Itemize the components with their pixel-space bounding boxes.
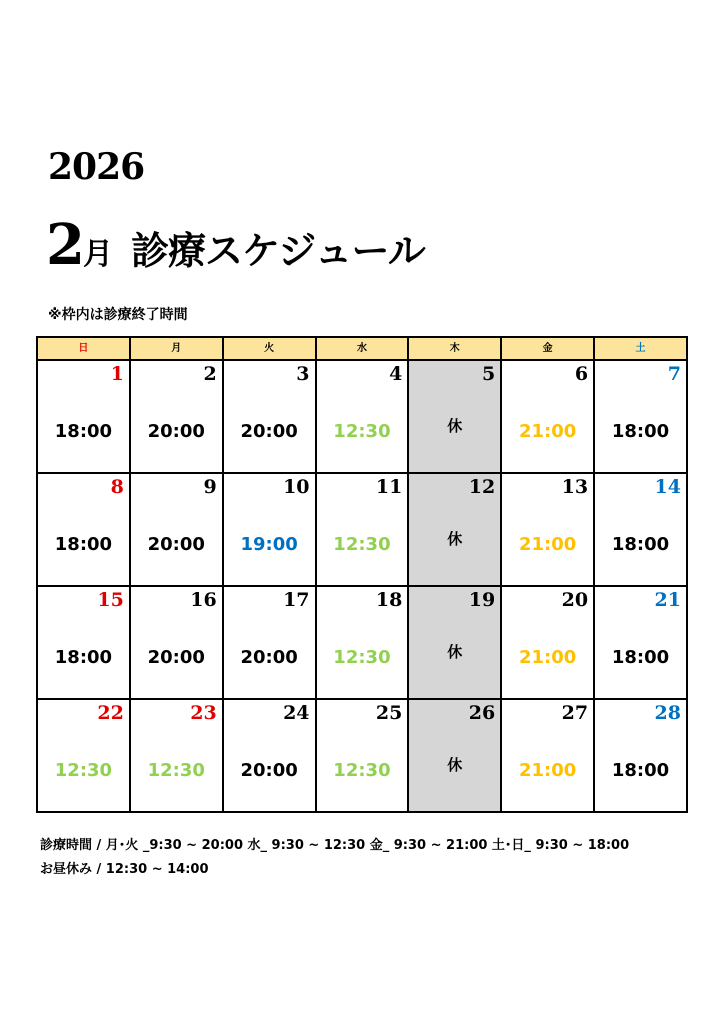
end-time: 21:00 bbox=[518, 647, 577, 668]
calendar-day-cell bbox=[316, 473, 409, 586]
end-time: 21:00 bbox=[518, 760, 577, 781]
day-number: 19 bbox=[468, 589, 496, 611]
end-time: 20:00 bbox=[147, 647, 205, 668]
schedule-heading: 診療スケジュール bbox=[130, 228, 425, 273]
end-time: 18:00 bbox=[54, 421, 113, 442]
day-number: 22 bbox=[97, 702, 124, 724]
day-number: 15 bbox=[97, 589, 124, 611]
footer-info bbox=[40, 834, 629, 882]
day-number: 27 bbox=[561, 702, 589, 724]
end-time: 20:00 bbox=[240, 760, 298, 781]
calendar-week-row bbox=[37, 699, 687, 812]
end-time: 21:00 bbox=[518, 421, 577, 442]
calendar-day-cell bbox=[37, 360, 130, 473]
day-number: 21 bbox=[654, 589, 681, 611]
weekday-header-sun: 日 bbox=[37, 337, 130, 360]
note-text: ※枠内は診療終了時間 bbox=[48, 307, 188, 323]
day-number: 20 bbox=[561, 589, 589, 611]
calendar-day-cell bbox=[594, 473, 687, 586]
calendar-table bbox=[36, 336, 688, 813]
end-time: 18:00 bbox=[611, 647, 670, 668]
calendar-day-cell bbox=[501, 586, 594, 699]
calendar-week-row bbox=[37, 586, 687, 699]
calendar-day-cell bbox=[408, 699, 501, 812]
calendar-day-cell bbox=[37, 699, 130, 812]
calendar-day-cell bbox=[223, 360, 316, 473]
calendar-day-cell bbox=[223, 699, 316, 812]
day-number: 16 bbox=[190, 589, 217, 611]
calendar-week-row bbox=[37, 360, 687, 473]
end-time: 20:00 bbox=[240, 421, 298, 442]
end-time: 12:30 bbox=[333, 647, 391, 668]
closed-label: 休 bbox=[447, 530, 463, 548]
day-number: 12 bbox=[468, 476, 496, 498]
calendar-day-cell bbox=[130, 586, 223, 699]
end-time: 18:00 bbox=[611, 760, 670, 781]
day-number: 23 bbox=[190, 702, 217, 724]
calendar-day-cell bbox=[408, 360, 501, 473]
day-number: 26 bbox=[468, 702, 496, 724]
calendar-day-cell bbox=[594, 586, 687, 699]
calendar-day-cell bbox=[223, 586, 316, 699]
day-number: 28 bbox=[654, 702, 681, 724]
clinic-hours-text: 診療時間 / 月･火 _9:30 ~ 20:00 水_ 9:30 ~ 12:30 金_ 9:30 ~ 21:00 土･日_ 9:30 ~ 18:00 bbox=[40, 838, 630, 853]
end-time: 18:00 bbox=[54, 534, 113, 555]
calendar-day-cell bbox=[37, 473, 130, 586]
day-number: 24 bbox=[283, 702, 310, 724]
calendar-day-cell bbox=[37, 586, 130, 699]
calendar-week-row bbox=[37, 473, 687, 586]
calendar-day-cell bbox=[316, 360, 409, 473]
day-number: 14 bbox=[654, 476, 681, 498]
end-time: 20:00 bbox=[147, 421, 205, 442]
day-number: 10 bbox=[283, 476, 310, 498]
weekday-header-fri: 金 bbox=[501, 337, 594, 360]
day-number: 6 bbox=[574, 363, 589, 385]
end-time: 12:30 bbox=[333, 760, 391, 781]
calendar-day-cell bbox=[130, 473, 223, 586]
weekday-header-mon: 月 bbox=[130, 337, 223, 360]
day-number: 18 bbox=[375, 589, 403, 611]
month-number: 2 bbox=[46, 212, 83, 278]
weekday-header-thu: 木 bbox=[408, 337, 501, 360]
day-number: 4 bbox=[389, 363, 403, 385]
calendar-day-cell bbox=[501, 473, 594, 586]
weekday-header-sat: 土 bbox=[594, 337, 687, 360]
day-number: 8 bbox=[110, 476, 124, 498]
weekday-header-tue: 火 bbox=[223, 337, 316, 360]
end-time: 12:30 bbox=[333, 534, 391, 555]
end-time: 12:30 bbox=[333, 421, 391, 442]
day-number: 1 bbox=[110, 363, 124, 385]
end-time: 20:00 bbox=[240, 647, 298, 668]
closed-label: 休 bbox=[447, 756, 463, 774]
calendar-day-cell bbox=[316, 586, 409, 699]
day-number: 7 bbox=[667, 363, 681, 385]
closed-label: 休 bbox=[447, 417, 463, 435]
end-time: 18:00 bbox=[54, 647, 113, 668]
month-unit: 月 bbox=[82, 237, 113, 272]
calendar-day-cell bbox=[501, 360, 594, 473]
weekday-header-wed: 水 bbox=[316, 337, 409, 360]
end-time: 12:30 bbox=[147, 760, 205, 781]
calendar-day-cell bbox=[594, 360, 687, 473]
weekday-header-row bbox=[37, 337, 687, 360]
end-time: 18:00 bbox=[611, 421, 670, 442]
end-time: 18:00 bbox=[611, 534, 670, 555]
day-number: 17 bbox=[283, 589, 310, 611]
calendar-day-cell bbox=[223, 473, 316, 586]
end-time: 12:30 bbox=[54, 760, 113, 781]
calendar-day-cell bbox=[594, 699, 687, 812]
calendar-day-cell bbox=[408, 586, 501, 699]
calendar-day-cell bbox=[501, 699, 594, 812]
end-time: 20:00 bbox=[147, 534, 205, 555]
day-number: 9 bbox=[203, 476, 217, 498]
day-number: 11 bbox=[375, 476, 403, 498]
year-label: 2026 bbox=[48, 146, 145, 188]
end-time: 21:00 bbox=[518, 534, 577, 555]
day-number: 3 bbox=[296, 363, 310, 385]
day-number: 5 bbox=[481, 363, 496, 385]
closed-label: 休 bbox=[447, 643, 463, 661]
calendar-day-cell bbox=[130, 360, 223, 473]
end-time: 19:00 bbox=[240, 534, 298, 555]
day-number: 13 bbox=[561, 476, 589, 498]
page-title bbox=[46, 212, 425, 278]
day-number: 25 bbox=[375, 702, 403, 724]
lunch-break-text: お昼休み / 12:30 ~ 14:00 bbox=[40, 862, 209, 877]
calendar-day-cell bbox=[316, 699, 409, 812]
calendar-body bbox=[37, 360, 687, 812]
day-number: 2 bbox=[203, 363, 217, 385]
calendar-day-cell bbox=[130, 699, 223, 812]
calendar-day-cell bbox=[408, 473, 501, 586]
